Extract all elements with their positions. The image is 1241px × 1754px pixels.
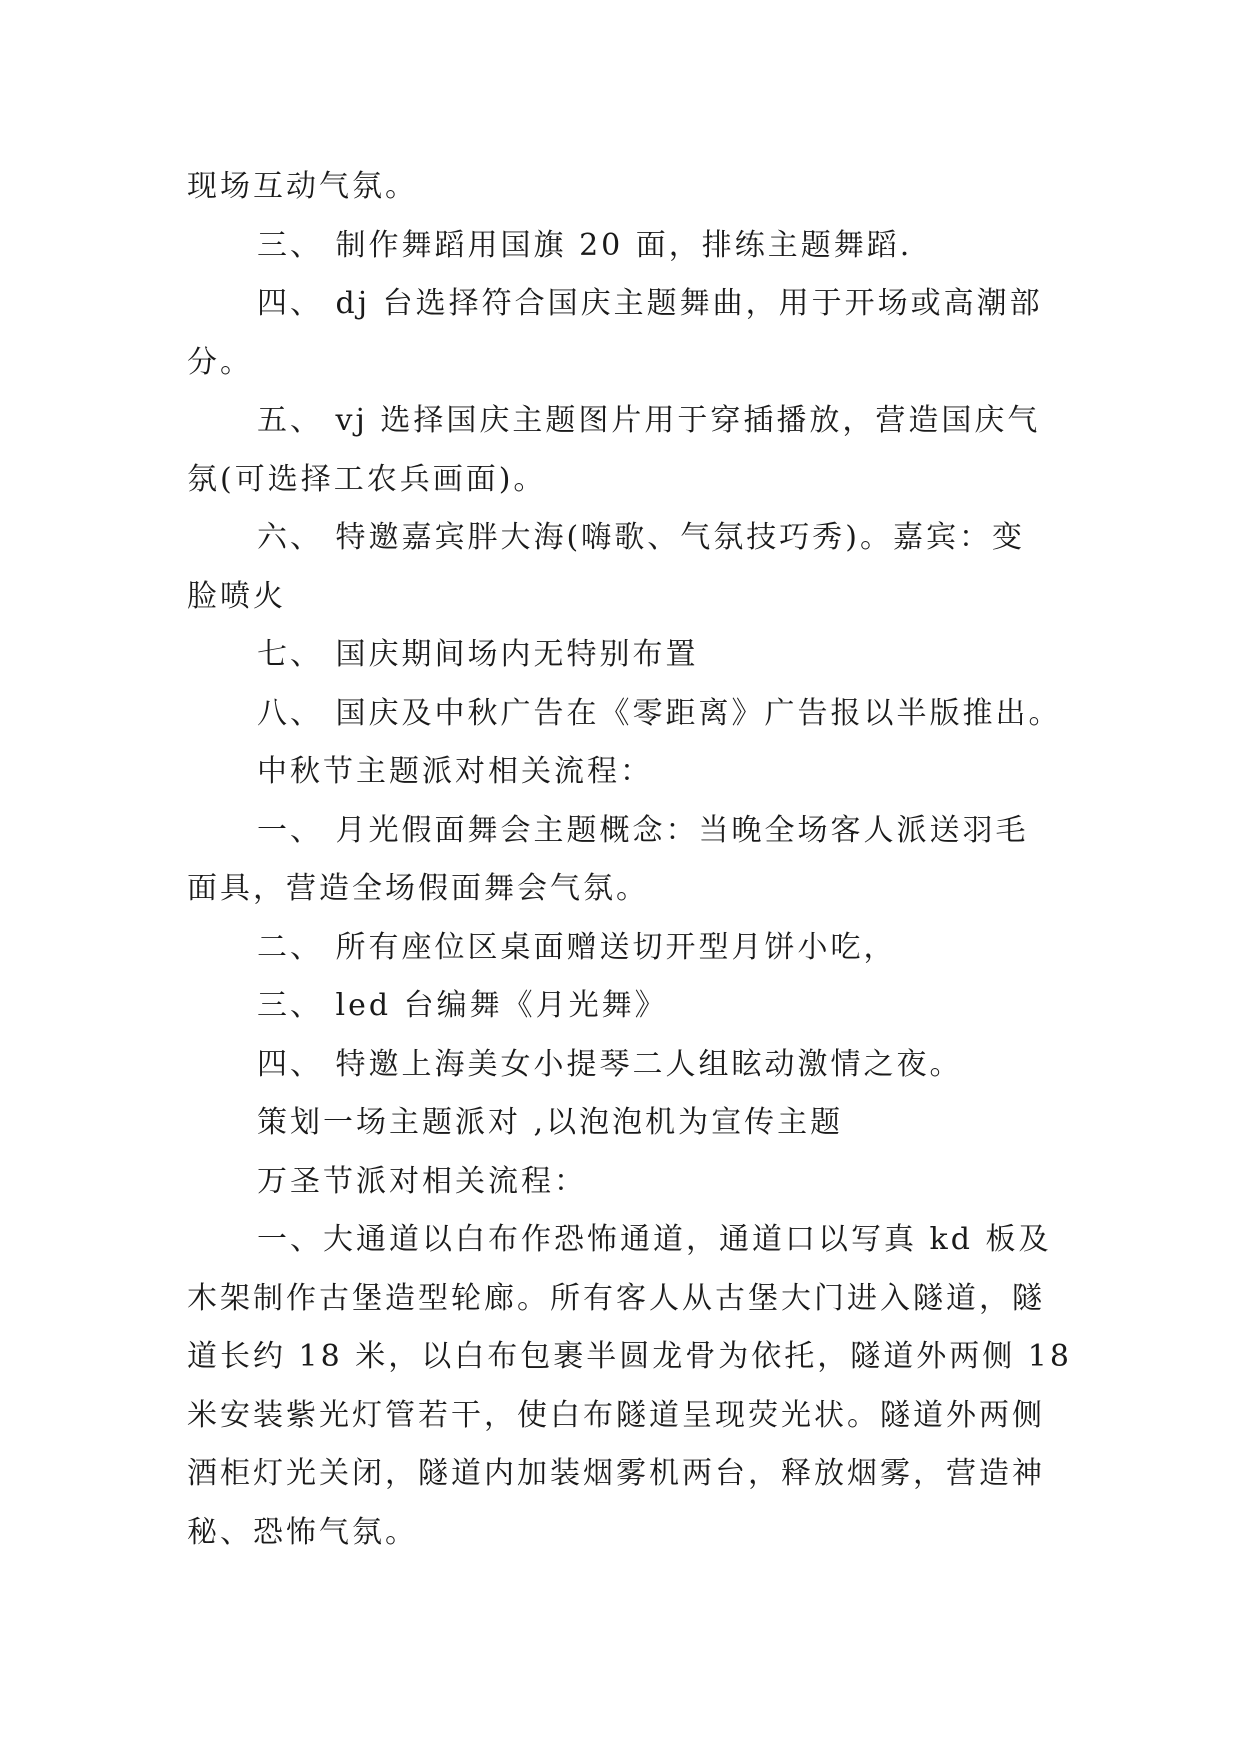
body-text [187, 158, 1072, 1562]
section-heading: 万圣节派对相关流程： [257, 1163, 587, 1199]
text-line: 四、 特邀上海美女小提琴二人组眩动激情之夜。 [257, 1046, 963, 1082]
text-line: 道长约 18 米，以白布包裹半圆龙骨为依托，隧道外两侧 18 [187, 1339, 1072, 1374]
text-line: 二、 所有座位区桌面赠送切开型月饼小吃， [257, 929, 897, 965]
text-line: 酒柜灯光关闭，隧道内加装烟雾机两台，释放烟雾，营造神 [187, 1456, 1045, 1491]
text-line: 现场互动气氛。 [187, 169, 418, 204]
text-line: 四、 dj 台选择符合国庆主题舞曲，用于开场或高潮部 [257, 286, 1043, 321]
text-line: 策划一场主题派对 ,以泡泡机为宣传主题 [257, 1105, 844, 1140]
text-line: 一、 月光假面舞会主题概念：当晚全场客人派送羽毛 [257, 812, 1029, 848]
text-line: 五、 vj 选择国庆主题图片用于穿插播放，营造国庆气 [257, 403, 1041, 438]
text-line: 七、 国庆期间场内无特别布置 [257, 637, 699, 672]
text-line: 脸喷火 [187, 578, 286, 614]
text-line: 米安装紫光灯管若干，使白布隧道呈现荧光状。隧道外两侧 [187, 1397, 1045, 1433]
text-line: 分。 [187, 344, 253, 380]
text-line: 三、 制作舞蹈用国旗 20 面，排练主题舞蹈. [257, 227, 913, 263]
section-heading: 中秋节主题派对相关流程： [257, 754, 653, 789]
text-line: 秘、恐怖气氛。 [187, 1514, 418, 1550]
text-line: 面具，营造全场假面舞会气氛。 [187, 871, 649, 906]
text-line: 一、大通道以白布作恐怖通道，通道口以写真 kd 板及 [257, 1222, 1052, 1257]
text-line: 木架制作古堡造型轮廊。所有客人从古堡大门进入隧道，隧 [187, 1280, 1045, 1316]
text-line: 八、 国庆及中秋广告在《零距离》广告报以半版推出。 [257, 695, 1062, 731]
text-line: 三、 led 台编舞《月光舞》 [257, 988, 668, 1023]
text-line: 氛(可选择工农兵画面)。 [187, 461, 547, 497]
text-line: 六、 特邀嘉宾胖大海(嗨歌、气氛技巧秀)。嘉宾：变 [257, 520, 1025, 555]
